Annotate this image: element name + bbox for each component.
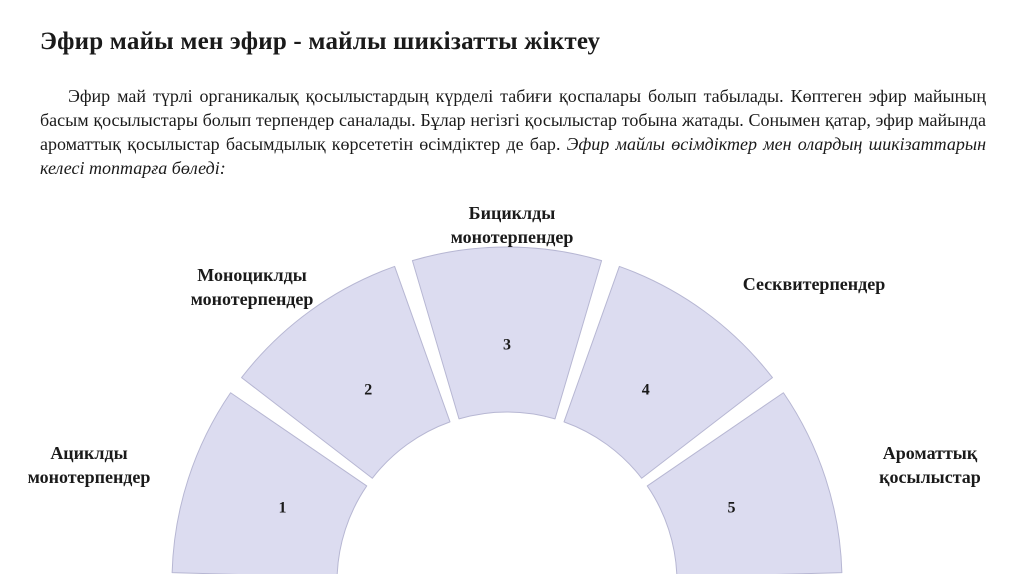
segment-2-number: 2 [364,381,373,399]
label-acyclic-line-2: монотерпендер [27,467,151,487]
label-monocyclic-line-1: Моноциклды [197,265,307,285]
label-sesquiterpenes [724,272,904,296]
label-bicyclic [432,201,592,249]
label-sesquiterpenes-line-1: Сесквитерпендер [742,274,886,294]
label-acyclic-line-1: Ациклды [50,443,128,463]
label-monocyclic-line-2: монотерпендер [190,289,314,309]
label-bicyclic-line-1: Бициклды [468,203,556,223]
segment-4-number: 4 [641,381,650,399]
segment-1-number: 1 [278,499,287,517]
label-monocyclic [174,263,330,311]
label-acyclic [14,441,164,489]
slide-title: Эфир майы мен эфир - майлы шикізатты жіктеу [40,28,601,55]
intro-italic-text: Эфир майлы өсімдіктер мен олардың шикізаттарын келесі топтарға бөледі: [40,134,987,178]
label-aromatic [862,441,998,489]
intro-text: Эфир май түрлі органикалық қосылыстардың күрделі табиғи қоспалары болып табылады. Көптеген эфир майының басым қосылыстары болып терпендер саналады. Бұлар негізгі қосылыстар тобына жатады. Сонымен қатар, эфир майында ароматтық қосылыстар басымдылық көрсететін өсімдіктер де бар. [40,86,986,154]
segment-5-number: 5 [727,499,736,517]
label-aromatic-line-2: қосылыстар [879,467,981,487]
segment-3 [412,247,601,419]
segment-3-number: 3 [503,336,511,354]
label-aromatic-line-1: Ароматтық [882,443,978,463]
label-bicyclic-line-2: монотерпендер [450,227,574,247]
